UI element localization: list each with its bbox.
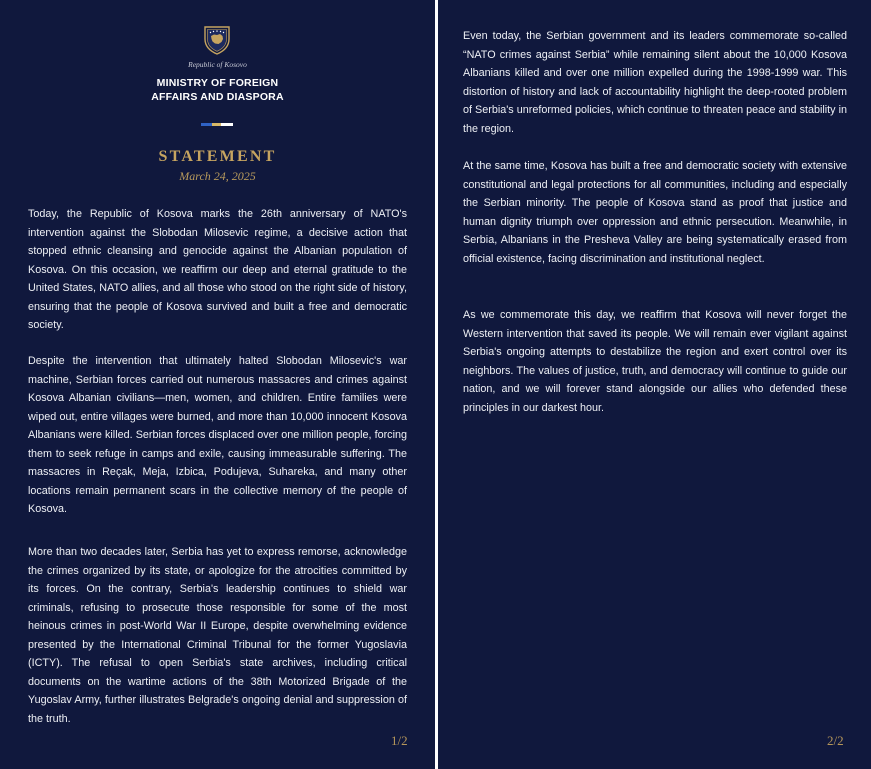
page-number: 2/2 [827,733,844,748]
kosovo-coat-of-arms-icon [203,25,231,55]
paragraph: At the same time, Kosova has built a free and democratic society with extensive constitutional and legal protections for all communities, including and especially the Serbian minority. The people of Kosova stand as proof that justice and human dignity triumph over oppression and ethnic persecution. Meanwhile, in Serbia, Albanians in the Presheva Valley are being systematically erased from official existence, facing discrimination and institutional neglect. [463,160,847,265]
ministry-name-line-2: AFFAIRS AND DIASPORA [151,91,284,103]
statement-title: STATEMENT [158,148,277,165]
paragraph: More than two decades later, Serbia has yet to express remorse, acknowledge the crimes organized by its state, or apologize for the atrocities committed by its forces. On the contrary, Serbia's leadership continues to shield war criminals, refusing to prosecute those responsible for some of the most heinous crimes in post-World War II Europe, despite overwhelming evidence presented by the International Criminal Tribunal for the former Yugoslavia (ICTY). The refusal to open Serbia's state archives, including critical documents on the wartime actions of the 38th Motorized Brigade of the Yugoslav Army, further illustrates Belgrade's ongoing denial and suppression of the truth. [28,546,407,725]
statement-date: March 24, 2025 [179,169,256,183]
paragraph: Despite the intervention that ultimately halted Slobodan Milosevic's war machine, Serbian forces carried out numerous massacres and crimes against Kosova Albanian civilians—men, women, and children. Entire families were wiped out, entire villages were burned, and more than 10,000 innocent Kosova Albanians were killed. Serbian forces displaced over one million people, forcing them to seek refuge in camps and exile, causing immeasurable suffering. The massacres in Reçak, Meja, Izbica, Podujeva, Suhareka, and many other locations remain permanent scars in the collective memory of the people of Kosova. [28,355,407,515]
statement-page-2 [438,0,871,769]
header-divider [201,123,233,126]
paragraph: Even today, the Serbian government and its leaders commemorate so-called “NATO crimes against Serbia” while remaining silent about the 10,000 Kosova Albanians killed and over one million expelled during the 1998-1999 war. This distortion of history and lack of accountability highlight the deep-rooted problem of Serbia's unreformed policies, which continue to threaten peace and stability in the region. [463,30,847,135]
paragraph: Today, the Republic of Kosova marks the 26th anniversary of NATO's intervention against the Slobodan Milosevic regime, a decisive action that stopped ethnic cleansing and genocide against the Albanian population of Kosova. On this occasion, we reaffirm our deep and eternal gratitude to the United States, NATO allies, and all those who stood on the right side of history, ensuring that the people of Kosova survived and built a free and democratic society. [28,208,407,331]
ministry-name [0,76,435,104]
republic-of-kosovo-label: Republic of Kosovo [188,60,247,69]
ministry-name-line-1: MINISTRY OF FOREIGN [156,77,279,89]
paragraph: As we commemorate this day, we reaffirm that Kosova will never forget the Western intervention that saved its people. We will remain ever vigilant against Serbia's ongoing attempts to destabilize the region and exert control over its neighbors. The values of justice, truth, and democracy will continue to guide our nation, and we will forever stand alongside our allies who defended these principles in our darkest hour. [463,309,847,414]
page-number: 1/2 [391,733,408,748]
statement-page-1 [0,0,435,769]
